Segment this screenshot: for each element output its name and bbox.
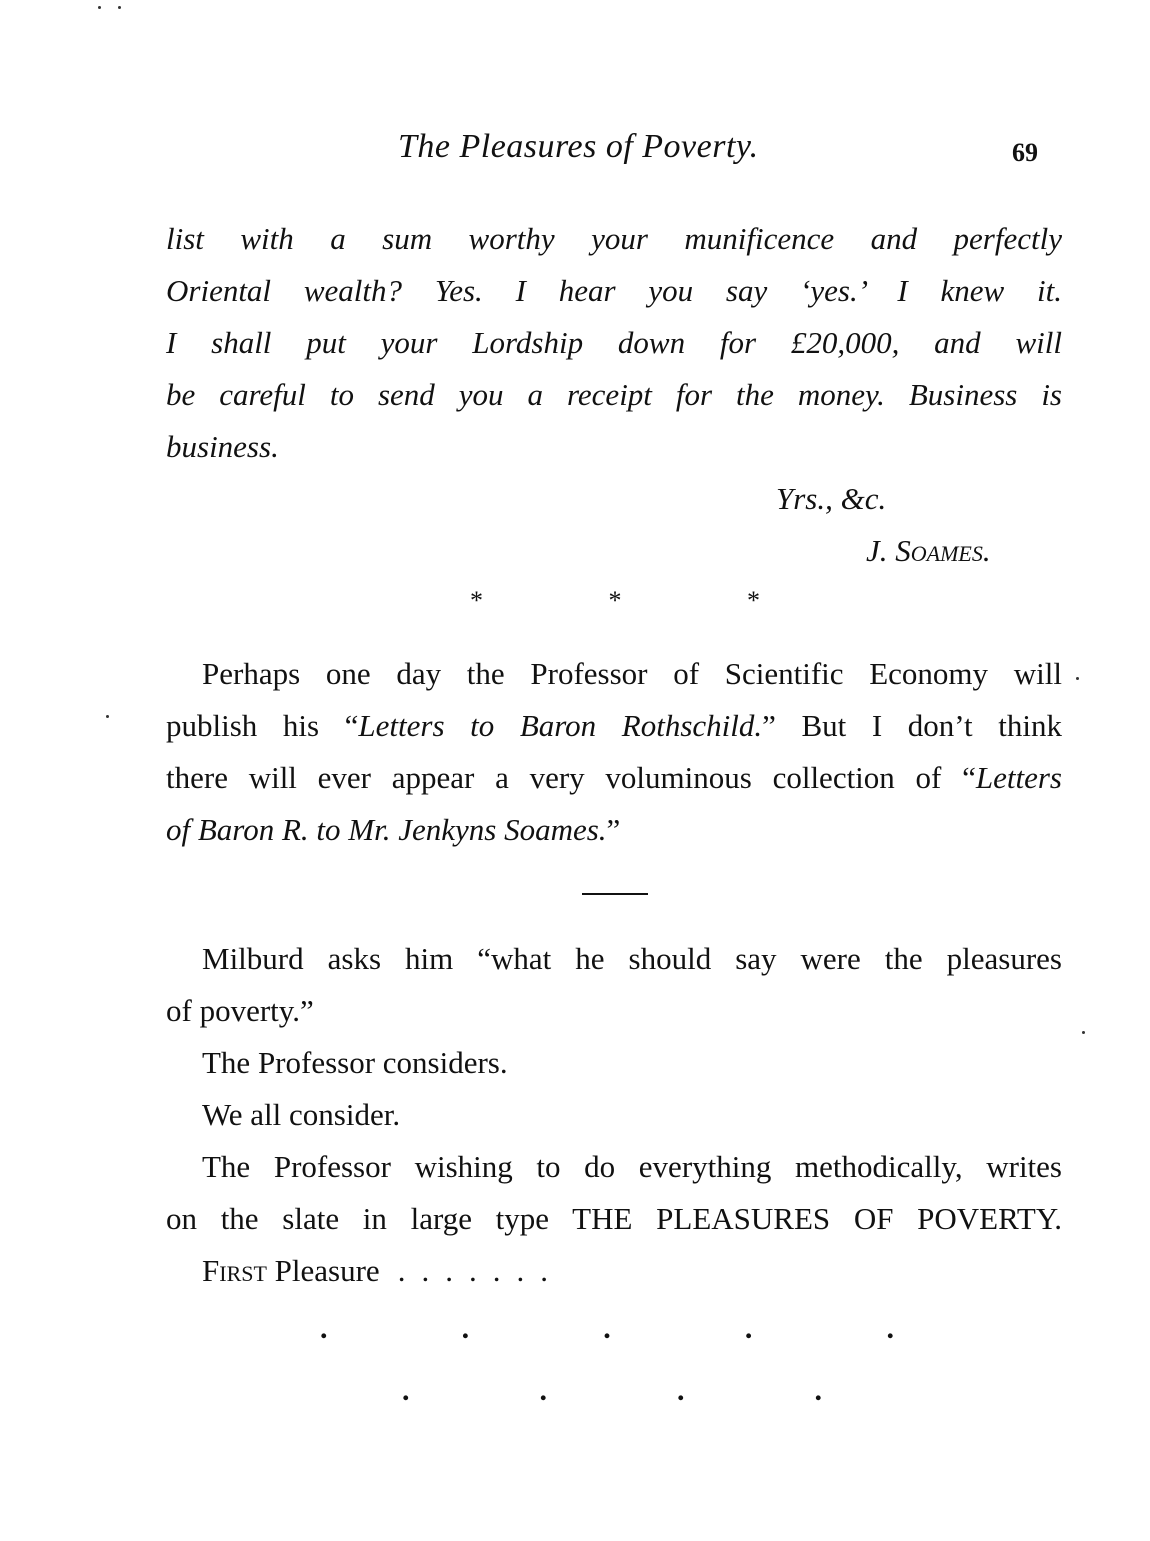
text-line bbox=[166, 700, 1062, 752]
text-line: Perhaps one day the Professor of Scientific Economy will bbox=[202, 656, 1062, 691]
first-small-caps: First bbox=[202, 1253, 267, 1288]
letter-text bbox=[166, 213, 1062, 421]
page-number: 69 bbox=[1012, 138, 1038, 167]
scan-speck bbox=[106, 715, 109, 718]
paragraph-letters bbox=[166, 648, 1062, 804]
separator-star: * bbox=[608, 586, 622, 615]
ellipsis-dot: . bbox=[744, 1312, 753, 1345]
paragraph-letters-end bbox=[166, 804, 1062, 856]
letter-closing: Yrs., &c. bbox=[776, 481, 887, 516]
text-line: Milburd asks him “what he should say were the pleasures bbox=[202, 941, 1062, 976]
paragraph-milburd bbox=[166, 933, 1062, 985]
paragraph-methodical bbox=[166, 1141, 1062, 1245]
book-title-italic: Letters to Baron Rothschild. bbox=[358, 708, 763, 743]
letter-signature: J. Soames. bbox=[866, 533, 991, 568]
scan-speck bbox=[98, 6, 101, 9]
letter-line: list with a sum worthy your munificence and perfectly bbox=[166, 221, 1062, 256]
text-line bbox=[166, 804, 1062, 856]
letter-line: I shall put your Lordship down for £20,000, and will bbox=[166, 325, 1062, 360]
letter-last-line bbox=[166, 421, 1062, 473]
letter-line: be careful to send you a receipt for the money. Business is bbox=[166, 377, 1062, 412]
ellipsis-dot: . bbox=[320, 1312, 328, 1345]
text-run: Pleasure bbox=[274, 1253, 380, 1288]
letter-line: business. bbox=[166, 429, 279, 464]
ellipsis-dot: . bbox=[886, 1312, 894, 1345]
separator-star: * bbox=[470, 586, 483, 615]
separator-star: * bbox=[747, 586, 760, 615]
ellipsis-dot: . bbox=[402, 1374, 410, 1407]
ellipsis-dot: . bbox=[461, 1312, 470, 1345]
section-rule bbox=[582, 893, 648, 895]
ellipsis-dot: . bbox=[814, 1374, 822, 1407]
ellipsis-dot: . bbox=[603, 1312, 611, 1345]
ellipsis-dot: . bbox=[677, 1374, 685, 1407]
ellipsis-row-2 bbox=[402, 1374, 822, 1408]
scan-speck bbox=[1076, 677, 1079, 680]
letter-line: Oriental wealth? Yes. I hear you say ‘yes.’ I knew it. bbox=[166, 273, 1062, 308]
text-line: We all consider. bbox=[202, 1097, 401, 1132]
text-line: on the slate in large type THE PLEASURES OF POVERTY. bbox=[166, 1201, 1062, 1236]
paragraph-milburd-end bbox=[166, 985, 1062, 1141]
text-run: there will ever appear a very voluminous collection of “ bbox=[166, 760, 976, 795]
scan-speck bbox=[118, 6, 121, 9]
text-run: ” But I don’t think bbox=[762, 708, 1062, 743]
section-separator-stars bbox=[470, 586, 760, 616]
text-line: The Professor considers. bbox=[202, 1045, 508, 1080]
text-line bbox=[166, 752, 1062, 804]
book-title-italic: of Baron R. to Mr. Jenkyns Soames. bbox=[166, 812, 607, 847]
ellipsis-row-1 bbox=[320, 1312, 894, 1346]
dot-leader: ....... bbox=[397, 1253, 564, 1288]
book-title-italic: Letters bbox=[975, 760, 1062, 795]
text-line: of poverty.” bbox=[166, 993, 314, 1028]
text-run: publish his “ bbox=[166, 708, 359, 743]
text-line: The Professor wishing to do everything methodically, writes bbox=[202, 1149, 1062, 1184]
ellipsis-dot: . bbox=[539, 1374, 547, 1407]
first-pleasure-line bbox=[166, 1245, 1062, 1297]
running-title: The Pleasures of Poverty. bbox=[398, 128, 759, 165]
text-line bbox=[166, 1245, 1062, 1297]
scan-speck bbox=[1082, 1031, 1085, 1034]
text-run: ” bbox=[606, 812, 621, 847]
